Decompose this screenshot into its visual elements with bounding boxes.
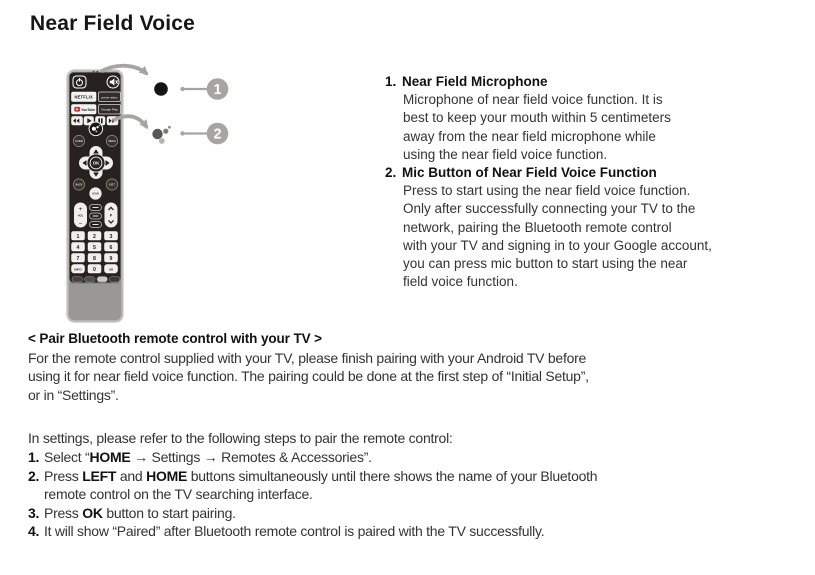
digit-6: 6 (109, 244, 113, 251)
digit-5: 5 (93, 244, 96, 251)
pair-paragraph (28, 349, 806, 405)
volume-rocker (74, 203, 87, 228)
digit-3: 3 (109, 233, 113, 240)
prime-video-label: prime video (101, 95, 118, 100)
channel-rocker (105, 203, 118, 228)
explanations (385, 73, 815, 291)
digit-7: 7 (76, 255, 80, 262)
step-line: remote control on the TV searching interface. (44, 486, 313, 503)
guide-button (73, 135, 84, 146)
small-function-buttons (90, 205, 102, 228)
mute-button (107, 76, 119, 88)
digit-8: 8 (93, 255, 96, 262)
youtube-label: YouTube (81, 107, 96, 112)
menu-label: MENU (108, 140, 116, 143)
youtube-button (72, 105, 97, 115)
text-line: with your TV and signing in to your Google account, (403, 237, 712, 253)
text-line: away from the near field microphone while (403, 128, 656, 144)
text-line: using it for near field voice function. The pairing could be done at the first step of “Initial Setup”, (28, 368, 589, 385)
netflix-label: NETFLIX (74, 94, 93, 100)
text-line: For the remote control supplied with your TV, please finish pairing with your Android TV before (28, 349, 587, 366)
callout-1 (154, 78, 228, 100)
info-button-label: INFO (74, 267, 82, 272)
home-button (90, 188, 102, 200)
mic-hole-icon (154, 82, 168, 96)
digit-4: 4 (76, 244, 80, 251)
assistant-dots-icon (152, 126, 171, 144)
item-2-title: 2. Mic Button of Near Field Voice Function (385, 164, 815, 182)
rewind-button (72, 117, 83, 126)
remote-figure (50, 58, 255, 330)
steps-intro: In settings, please refer to the following steps to pair the remote control: (28, 430, 453, 447)
exit-label: EXIT (109, 183, 115, 187)
item-1-body (403, 91, 815, 164)
digit-0: 0 (93, 266, 96, 273)
guide-label: GUIDE (75, 140, 83, 143)
menu-button (106, 135, 117, 146)
digit-9: 9 (109, 255, 113, 262)
google-play-label: Google Play (101, 107, 118, 112)
netflix-button (72, 92, 97, 102)
text-line: Microphone of near field voice function. It is (403, 92, 663, 108)
volume-up-label: + (78, 206, 83, 213)
pair-heading: < Pair Bluetooth remote control with your TV > (28, 331, 322, 346)
callout-number-2: 2 (213, 126, 222, 143)
ok-label: OK (92, 160, 100, 166)
volume-down-label: − (78, 220, 83, 228)
digit-2: 2 (93, 233, 96, 240)
remote-control (68, 71, 123, 322)
back-label: BACK (75, 183, 83, 187)
text-line: you can press mic button to start using the near (403, 256, 688, 272)
pair-section (28, 330, 806, 541)
near-field-mic-hole (93, 71, 95, 73)
item-1 (385, 73, 815, 164)
callout-2 (152, 123, 228, 145)
steps-list (28, 448, 806, 541)
item-2 (385, 164, 815, 291)
item-1-title: 1. Near Field Microphone (385, 73, 815, 91)
step-line: 3. Press OK button to start pairing. (28, 504, 236, 521)
channel-label: P (109, 213, 113, 218)
prime-video-button (99, 92, 121, 102)
yellow-key (97, 277, 108, 283)
assistant-icon (92, 127, 96, 131)
home-label: HOME (91, 192, 100, 196)
step-line: 1. Select “HOME → Settings → Remotes & Accessories”. (28, 448, 372, 465)
text-line: Only after successfully connecting your TV to the (403, 201, 696, 217)
step-line: 2. Press LEFT and HOME buttons simultaneously until there shows the name of your Bluetooth (28, 467, 598, 484)
volume-label: VOL (77, 214, 84, 218)
green-key (85, 277, 96, 283)
text-line: Press to start using the near field voice function. (403, 183, 691, 199)
back-button (73, 179, 84, 190)
near-field-mic-hole (97, 71, 99, 73)
text-line: network, pairing the Bluetooth remote control (403, 219, 672, 235)
ad-button-label: AD (108, 267, 114, 272)
text-line: best to keep your mouth within 5 centimeters (403, 110, 671, 126)
google-play-button (99, 105, 121, 115)
text-line: or in “Settings”. (28, 386, 119, 403)
text-line: field voice function. (403, 274, 518, 290)
digit-1: 1 (76, 233, 80, 240)
mic-button (89, 122, 103, 136)
callout-number-1: 1 (213, 82, 222, 98)
exit-button (106, 179, 117, 190)
item-1-number: 1. (385, 74, 397, 89)
item-2-number: 2. (385, 165, 397, 181)
page-title: Near Field Voice (30, 12, 196, 35)
blue-key (110, 277, 121, 283)
text-line: using the near field voice function. (403, 146, 608, 162)
red-key (72, 277, 83, 283)
item-2-body (403, 182, 815, 291)
step-line: 4. It will show “Paired” after Bluetooth remote control is paired with the TV successfully. (28, 523, 545, 540)
